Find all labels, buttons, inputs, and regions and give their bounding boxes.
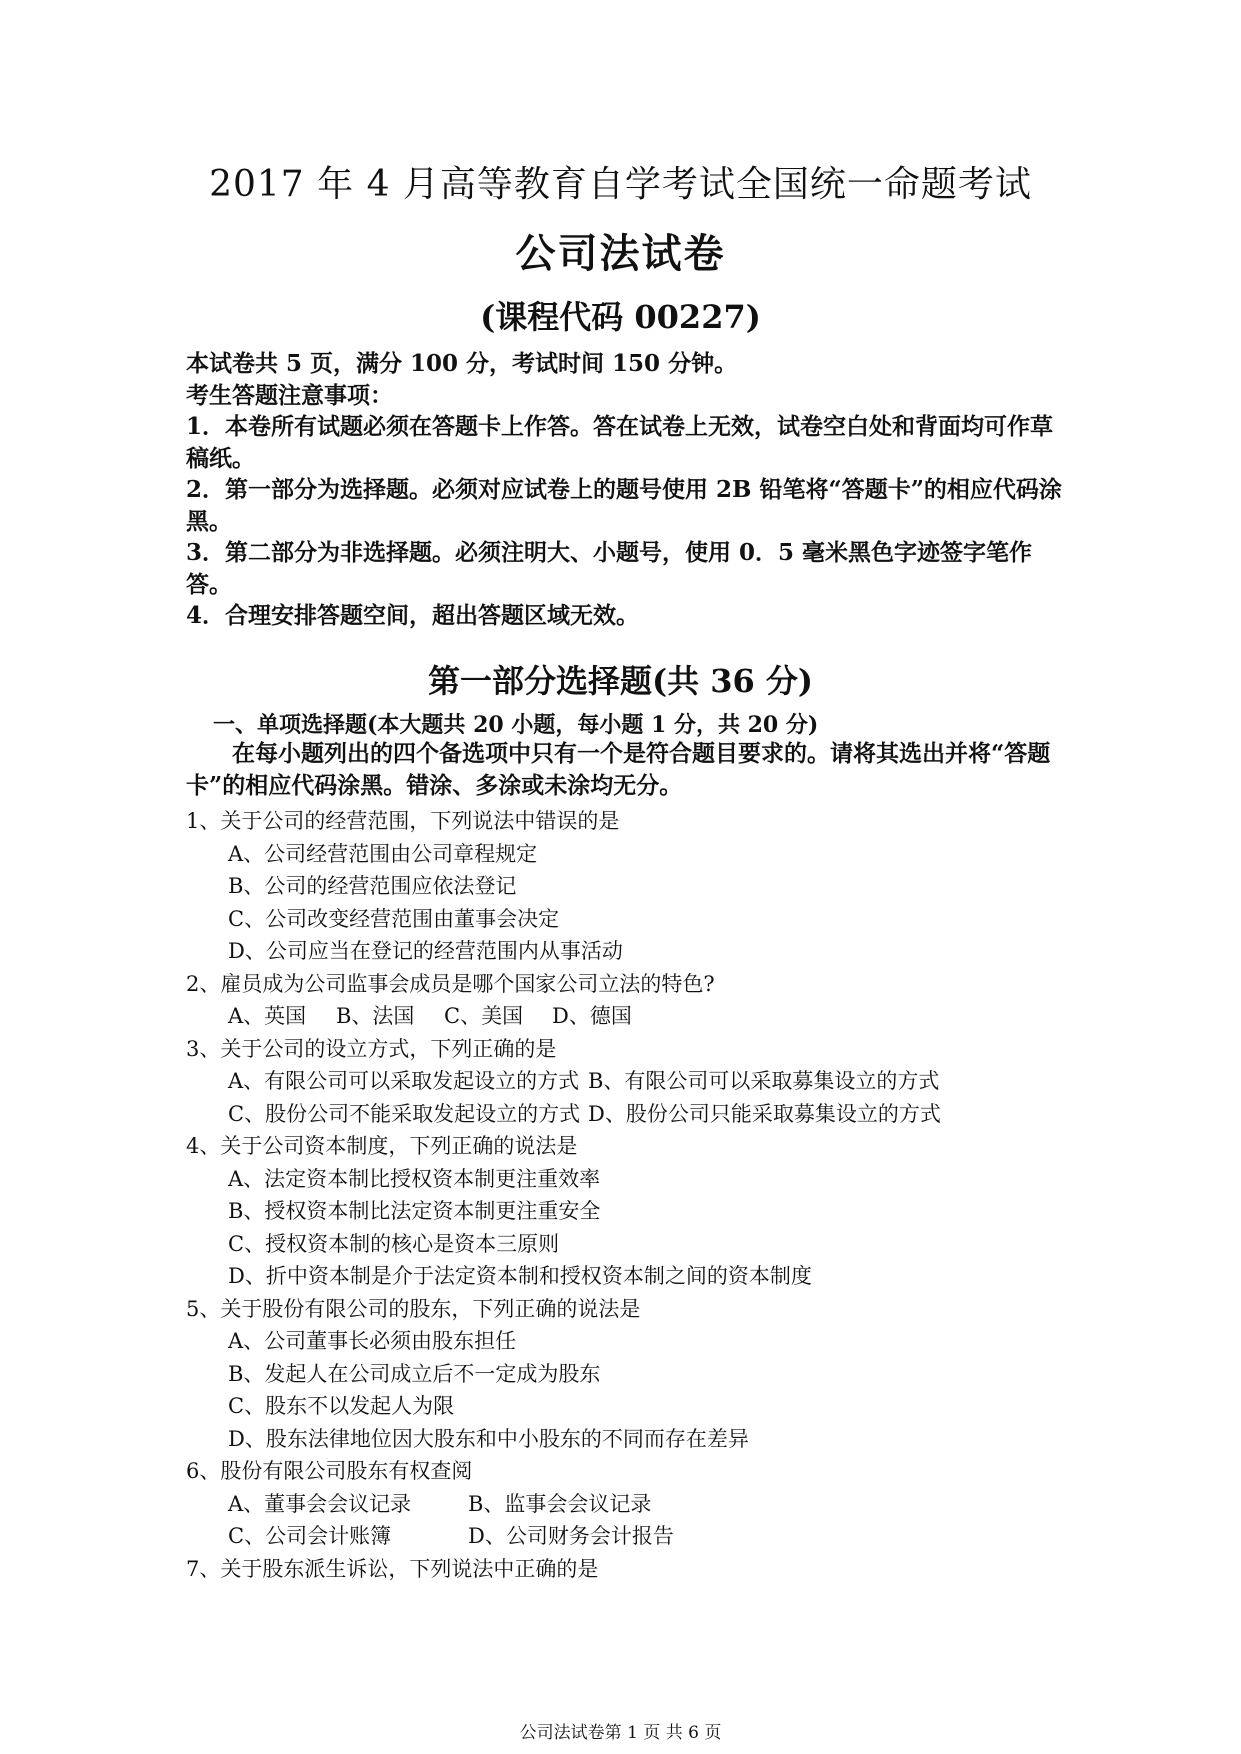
question-option: D、公司财务会计报告: [468, 1524, 674, 1548]
paper-title: 公司法试卷: [515, 230, 726, 277]
question-options-row: [228, 1000, 1066, 1033]
question-option: C、股东不以发起人为限: [228, 1394, 455, 1418]
note-item-4: 4．合理安排答题空间，超出答题区域无效。: [186, 602, 640, 629]
section-heading: 第一部分选择题(共 36 分): [427, 662, 814, 700]
question-options-row: [228, 1520, 1066, 1553]
question-stem: 2、雇员成为公司监事会成员是哪个国家公司立法的特色?: [186, 971, 715, 996]
question-option: B、公司的经营范围应依法登记: [228, 874, 517, 898]
question-stem: 5、关于股份有限公司的股东，下列正确的说法是: [186, 1296, 641, 1321]
question-option: C、美国: [444, 1004, 524, 1028]
question-option: B、法国: [336, 1004, 415, 1028]
question-option: B、发起人在公司成立后不一定成为股东: [228, 1361, 601, 1386]
question-option: C、公司会计账簿: [228, 1524, 392, 1548]
question-stem: 4、关于公司资本制度，下列正确的说法是: [186, 1134, 578, 1158]
question-option: A、公司经营范围由公司章程规定: [228, 841, 538, 866]
question-options-row: [228, 1098, 1066, 1131]
question-stem: 3、关于公司的设立方式，下列正确的是: [186, 1036, 557, 1061]
part-title: 一、单项选择题(本大题共 20 小题，每小题 1 分，共 20 分): [213, 712, 819, 738]
question-option: B、有限公司可以采取募集设立的方式: [588, 1069, 940, 1093]
question-option: D、公司应当在登记的经营范围内从事活动: [228, 939, 623, 963]
question-option: C、股份公司不能采取发起设立的方式: [228, 1101, 581, 1126]
question-options-row: [228, 1488, 1066, 1521]
question-option: D、股份公司只能采取募集设立的方式: [588, 1101, 941, 1126]
question-option: C、公司改变经营范围由董事会决定: [228, 906, 560, 931]
question-option: A、英国: [228, 1004, 307, 1028]
question-option: A、公司董事长必须由股东担任: [228, 1329, 517, 1353]
page-footer: 公司法试卷第 1 页 共 6 页: [519, 1723, 722, 1743]
question-option: D、股东法律地位因大股东和中小股东的不同而存在差异: [228, 1426, 749, 1451]
notes-heading: 考生答题注意事项：: [186, 381, 393, 409]
question-stem: 1、关于公司的经营范围，下列说法中错误的是: [186, 809, 620, 833]
note-item-2: 2．第一部分为选择题。必须对应试卷上的题号使用 2B 铅笔将“答题卡”的相应代码涂黑。: [186, 476, 1062, 535]
notes-summary: 本试卷共 5 页，满分 100 分，考试时间 150 分钟。: [186, 350, 738, 377]
exam-title: 2017 年 4 月高等教育自学考试全国统一命题考试: [209, 164, 1032, 205]
course-code: (课程代码 00227): [480, 298, 761, 336]
question-option: A、法定资本制比授权资本制更注重效率: [228, 1166, 601, 1191]
question-option: A、董事会会议记录: [228, 1491, 412, 1516]
question-option: B、授权资本制比法定资本制更注重安全: [228, 1199, 601, 1223]
question-stem: 7、关于股东派生诉讼，下列说法中正确的是: [186, 1556, 599, 1581]
question-option: B、监事会会议记录: [468, 1491, 652, 1516]
question-list: [186, 805, 1066, 1585]
question-option: D、折中资本制是介于法定资本制和授权资本制之间的资本制度: [228, 1264, 812, 1288]
question-options-row: [228, 1065, 1066, 1098]
note-item-3: 3．第二部分为非选择题。必须注明大、小题号，使用 0．5 毫米黑色字迹签字笔作答。: [186, 539, 1033, 598]
question-option: C、授权资本制的核心是资本三原则: [228, 1231, 560, 1256]
question-stem: 6、股份有限公司股东有权查阅: [186, 1459, 473, 1483]
question-option: D、德国: [552, 1004, 632, 1028]
exam-notes: [186, 348, 1066, 632]
note-item-1: 1．本卷所有试题必须在答题卡上作答。答在试卷上无效，试卷空白处和背面均可作草稿纸。: [186, 413, 1054, 472]
part-instruction: 在每小题列出的四个备选项中只有一个是符合题目要求的。请将其选出并将“答题卡”的相应代码涂黑。错涂、多涂或未涂均无分。: [186, 740, 1051, 799]
question-option: A、有限公司可以采取发起设立的方式: [228, 1069, 580, 1093]
